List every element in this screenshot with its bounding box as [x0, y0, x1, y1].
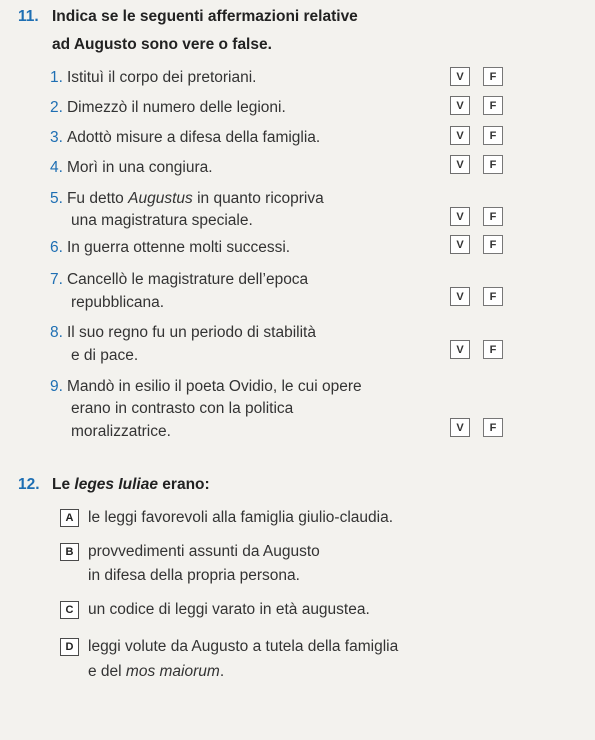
option-a-text [88, 506, 393, 529]
statement-text: repubblicana. [71, 294, 165, 311]
option-a-box[interactable]: A [60, 509, 79, 527]
statement-9 [50, 376, 362, 397]
statement-text: Adottò misure a difesa della famiglia. [66, 129, 321, 146]
option-d-text [88, 635, 398, 658]
false-box[interactable]: F [483, 96, 503, 115]
question-number: 11. [18, 8, 39, 25]
statement-text: Dimezzò il numero delle legioni. [66, 99, 286, 116]
option-b-box[interactable]: B [60, 543, 79, 561]
true-box[interactable]: V [450, 340, 470, 359]
true-box[interactable]: V [450, 235, 470, 254]
statement-number: 5. [50, 190, 63, 207]
statement-5-line2 [71, 210, 253, 231]
statement-text: In guerra ottenne molti successi. [66, 239, 291, 256]
question-11-heading-line2 [52, 33, 272, 56]
true-box[interactable]: V [450, 67, 470, 86]
statement-3 [50, 127, 320, 148]
false-box[interactable]: F [483, 207, 503, 226]
statement-number: 2. [50, 99, 63, 116]
statement-italic: Augustus [128, 190, 193, 207]
option-text: le leggi favorevoli alla famiglia giulio-claudia. [88, 509, 393, 526]
true-box[interactable]: V [450, 207, 470, 226]
statement-text: Fu detto [66, 190, 129, 207]
statement-number: 3. [50, 129, 63, 146]
statement-text: Cancellò le magistrature dell’epoca [66, 271, 309, 288]
statement-number: 4. [50, 159, 63, 176]
statement-text: erano in contrasto con la politica [71, 400, 294, 417]
option-text: in difesa della propria persona. [88, 567, 300, 584]
prompt-post: erano: [157, 476, 210, 493]
statement-number: 8. [50, 324, 63, 341]
option-b-text [88, 540, 320, 563]
option-d-box[interactable]: D [60, 638, 79, 656]
statement-number: 1. [50, 69, 63, 86]
option-italic: mos maiorum [125, 663, 220, 680]
option-text: e del [88, 663, 126, 680]
statement-8-line2 [71, 345, 138, 366]
statement-2 [50, 97, 286, 118]
statement-7 [50, 269, 308, 290]
true-box[interactable]: V [450, 126, 470, 145]
option-b-text-line2 [88, 564, 300, 587]
question-number: 12. [18, 476, 40, 493]
option-text: leggi volute da Augusto a tutela della famiglia [88, 638, 399, 655]
false-box[interactable]: F [483, 418, 503, 437]
statement-number: 6. [50, 239, 63, 256]
option-text: un codice di leggi varato in età augustea. [88, 601, 370, 618]
prompt-pre: Le [52, 476, 75, 493]
statement-text: una magistratura speciale. [71, 212, 253, 229]
statement-8 [50, 322, 316, 343]
statement-text: e di pace. [71, 347, 139, 364]
false-box[interactable]: F [483, 287, 503, 306]
question-11-heading [18, 5, 358, 28]
option-text: provvedimenti assunti da Augusto [88, 543, 320, 560]
option-c-text [88, 598, 370, 621]
option-text: . [219, 663, 225, 680]
true-box[interactable]: V [450, 155, 470, 174]
statement-7-line2 [71, 292, 164, 313]
prompt-italic: leges Iuliae [74, 476, 158, 493]
statement-1 [50, 67, 256, 88]
option-d-text-line2 [88, 660, 224, 683]
false-box[interactable]: F [483, 155, 503, 174]
statement-9-line3 [71, 421, 171, 442]
statement-4 [50, 157, 213, 178]
statement-number: 7. [50, 271, 63, 288]
question-prompt: Indica se le seguenti affermazioni relative [52, 8, 358, 25]
statement-text: moralizzatrice. [71, 423, 171, 440]
false-box[interactable]: F [483, 126, 503, 145]
true-box[interactable]: V [450, 287, 470, 306]
false-box[interactable]: F [483, 340, 503, 359]
statement-text: Il suo regno fu un periodo di stabilità [66, 324, 316, 341]
statement-text: Mandò in esilio il poeta Ovidio, le cui opere [66, 378, 362, 395]
question-12-heading [18, 473, 210, 496]
statement-9-line2 [71, 398, 293, 419]
statement-text: Istituì il corpo dei pretoriani. [66, 69, 257, 86]
statement-number: 9. [50, 378, 63, 395]
option-c-box[interactable]: C [60, 601, 79, 619]
statement-text: in quanto ricopriva [192, 190, 324, 207]
statement-6 [50, 237, 290, 258]
false-box[interactable]: F [483, 235, 503, 254]
statement-5 [50, 188, 324, 209]
statement-text: Morì in una congiura. [66, 159, 213, 176]
true-box[interactable]: V [450, 418, 470, 437]
false-box[interactable]: F [483, 67, 503, 86]
question-prompt-line2: ad Augusto sono vere o false. [52, 36, 272, 53]
true-box[interactable]: V [450, 96, 470, 115]
question-prompt [52, 476, 210, 493]
